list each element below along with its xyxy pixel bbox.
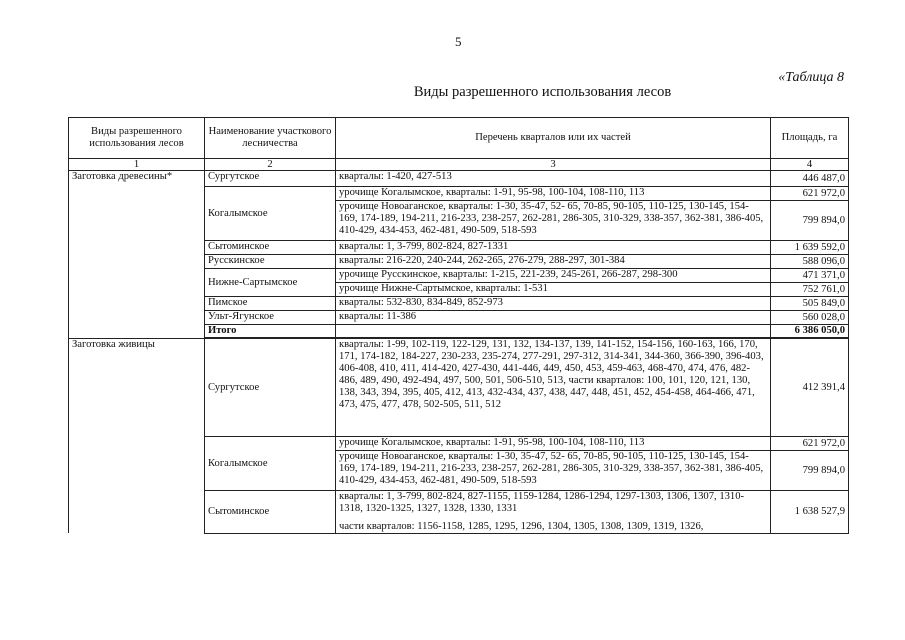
total-label: Итого: [205, 325, 336, 338]
area-cell: 446 487,0: [771, 171, 849, 187]
header-use-type: Виды разрешенного использования лесов: [69, 118, 205, 159]
area-cell: 799 894,0: [771, 201, 849, 241]
forestry-name-cell: Когалымское: [205, 187, 336, 241]
column-number: 1: [69, 159, 205, 171]
quarters-cell: кварталы: 11-386: [336, 311, 771, 325]
area-cell: 1 638 527,9: [771, 491, 849, 534]
quarters-cell: урочище Нижне-Сартымское, кварталы: 1-531: [336, 283, 771, 297]
forestry-name-cell: Ульт-Ягунское: [205, 311, 336, 325]
area-cell: 752 761,0: [771, 283, 849, 297]
quarters-cell: кварталы: 216-220, 240-244, 262-265, 276-279, 288-297, 301-384: [336, 255, 771, 269]
table-row: [69, 171, 849, 187]
total-quarters-cell: [336, 325, 771, 338]
quarters-cell: урочище Новоаганское, кварталы: 1-30, 35-47, 52- 65, 70-85, 90-105, 110-125, 130-145, 154-169, 174-189, 194-211, 216-233, 238-257, 262-281, 286-305, 310-329, 338-357, 362-381, 386-405, 410-429, 434-453, 462-481, 490-509, 518-593: [336, 201, 771, 241]
column-number: 3: [336, 159, 771, 171]
area-cell: 505 849,0: [771, 297, 849, 311]
quarters-cell: кварталы: 1, 3-799, 802-824, 827-1331: [336, 241, 771, 255]
column-number: 4: [771, 159, 849, 171]
quarters-cell: кварталы: 1-420, 427-513: [336, 171, 771, 187]
quarters-cell: кварталы: 532-830, 834-849, 852-973: [336, 297, 771, 311]
column-number: 2: [205, 159, 336, 171]
quarters-cell: урочище Русскинское, кварталы: 1-215, 221-239, 245-261, 266-287, 298-300: [336, 269, 771, 283]
table-reference: «Таблица 8: [778, 70, 844, 85]
quarters-cell: части кварталов: 1156-1158, 1285, 1295, 1296, 1304, 1305, 1308, 1309, 1319, 1326,: [336, 521, 771, 534]
forestry-name-cell: Нижне-Сартымское: [205, 269, 336, 297]
area-cell: 588 096,0: [771, 255, 849, 269]
column-number-row: [69, 159, 849, 171]
quarters-cell: урочище Когалымское, кварталы: 1-91, 95-98, 100-104, 108-110, 113: [336, 187, 771, 201]
quarters-cell: урочище Когалымское, кварталы: 1-91, 95-98, 100-104, 108-110, 113: [336, 437, 771, 451]
area-cell: 1 639 592,0: [771, 241, 849, 255]
table-row: [69, 339, 849, 437]
area-cell: 799 894,0: [771, 451, 849, 491]
quarters-cell: кварталы: 1, 3-799, 802-824, 827-1155, 1159-1284, 1286-1294, 1297-1303, 1306, 1307, 1310-1318, 1320-1325, 1327, 1328, 1330, 1331: [336, 491, 771, 521]
page-number: 5: [455, 34, 462, 49]
area-cell: 412 391,4: [771, 339, 849, 437]
forestry-name-cell: Сытоминское: [205, 241, 336, 255]
quarters-cell: кварталы: 1-99, 102-119, 122-129, 131, 132, 134-137, 139, 141-152, 154-156, 160-163, 166, 170, 171, 174-182, 184-227, 230-233, 235-274, 277-291, 297-312, 314-341, 344-360, 366-390, 396-403, 406-408, 410, 411, 414-420, 427-430, 441-446, 449, 450, 453, 459-463, 468-470, 474, 476, 482-486, 489, 490, 492-494, 497, 500, 501, 506-510, 513, части кварталов: 100, 101, 120, 121, 130, 138, 343, 394, 395, 405, 412, 413, 432-434, 437, 438, 447, 448, 451, 452, 454-458, 464-466, 471, 473, 475, 477, 478, 502-505, 511, 512: [336, 339, 771, 437]
forestry-name-cell: Сургутское: [205, 339, 336, 437]
use-type-cell: Заготовка живицы: [69, 339, 205, 534]
header-area: Площадь, га: [771, 118, 849, 159]
forest-use-table: [68, 117, 849, 534]
table-title: Виды разрешенного использования лесов: [413, 84, 672, 100]
quarters-cell: урочище Новоаганское, кварталы: 1-30, 35-47, 52- 65, 70-85, 90-105, 110-125, 130-145, 154-169, 174-189, 194-211, 216-233, 238-257, 262-281, 286-305, 310-329, 338-357, 362-381, 386-405, 410-429, 434-453, 462-481, 490-509, 518-593: [336, 451, 771, 491]
area-cell: 471 371,0: [771, 269, 849, 283]
forestry-name-cell: Сургутское: [205, 171, 336, 187]
header-row: [69, 118, 849, 159]
header-quarters-list: Перечень кварталов или их частей: [336, 118, 771, 159]
area-cell: 621 972,0: [771, 437, 849, 451]
forestry-name-cell: Пимское: [205, 297, 336, 311]
area-cell: 560 028,0: [771, 311, 849, 325]
area-cell: 621 972,0: [771, 187, 849, 201]
forestry-name-cell: Русскинское: [205, 255, 336, 269]
forestry-name-cell: Когалымское: [205, 437, 336, 491]
forestry-name-cell: Сытоминское: [205, 491, 336, 534]
use-type-cell: Заготовка древесины*: [69, 171, 205, 339]
header-forestry-name: Наименование участкового лесничества: [205, 118, 336, 159]
total-area: 6 386 050,0: [771, 325, 849, 338]
